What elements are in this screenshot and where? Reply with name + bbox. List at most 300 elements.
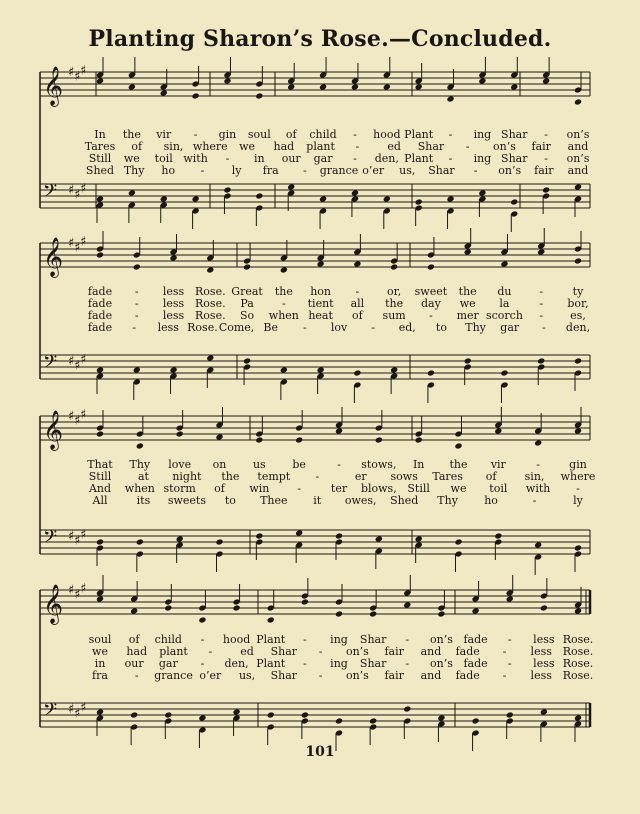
note-head <box>267 616 275 623</box>
note-head <box>415 535 423 542</box>
lyric-syllable: - <box>208 645 213 658</box>
note-head <box>437 714 445 721</box>
lyric-syllable: blows, <box>360 482 397 495</box>
lyric-syllable: - <box>502 645 507 658</box>
lyric-syllable: less <box>162 285 185 298</box>
note-head <box>494 532 502 539</box>
lyric-syllable: and <box>420 669 442 682</box>
lyric-syllable: we <box>459 297 476 310</box>
bass-clef-icon: 𝄢 <box>43 352 58 377</box>
lyric-syllable: - <box>544 152 548 165</box>
lyric-syllable: - <box>405 657 410 670</box>
note-head <box>233 708 241 715</box>
lyric-syllable: fair <box>384 645 404 658</box>
lyric-syllable: the <box>122 128 141 141</box>
lyric-syllable: Great <box>231 285 263 298</box>
note-head <box>198 616 206 623</box>
note-head <box>574 183 582 190</box>
lyric-syllable: ho <box>161 164 176 177</box>
lyric-syllable: on’s <box>345 669 369 682</box>
lyric-syllable: on <box>212 458 227 471</box>
note-head <box>319 195 327 202</box>
note-head <box>353 260 361 267</box>
note-head <box>96 195 104 202</box>
note-head <box>472 607 480 614</box>
note-head <box>415 198 423 205</box>
note-head <box>390 366 398 373</box>
lyric-syllable: in <box>254 152 265 165</box>
lyric-syllable: - <box>134 297 139 310</box>
lyric-syllable: less <box>530 669 552 682</box>
lyric-line <box>0 494 640 508</box>
note-head <box>164 711 172 718</box>
note-head <box>454 538 462 545</box>
lyric-syllable: Shar <box>417 140 445 153</box>
lyric-syllable: ho <box>484 494 498 507</box>
bass-clef-icon: 𝄢 <box>43 181 58 206</box>
lyric-syllable: of <box>352 309 363 322</box>
note-head <box>415 83 423 90</box>
lyric-syllable: it <box>313 494 322 507</box>
note-head <box>510 83 518 90</box>
lyric-syllable: us, <box>238 669 256 682</box>
lyric-syllable: of <box>485 470 497 483</box>
note-head <box>133 263 141 270</box>
note-head <box>317 366 325 373</box>
lyric-syllable: Plant <box>404 152 434 165</box>
sharp-icon: ♯ <box>74 187 81 203</box>
lyric-syllable: - <box>318 645 323 658</box>
treble-clef-icon: 𝄞 <box>43 66 64 106</box>
lyric-syllable: to <box>435 321 447 334</box>
note-head <box>574 257 582 264</box>
treble-clef-icon: 𝄞 <box>43 410 64 450</box>
lyric-syllable: fade <box>463 657 488 670</box>
lyric-syllable: Rose. <box>562 657 594 670</box>
lyric-syllable: And <box>88 482 112 495</box>
note-head <box>128 83 136 90</box>
lyric-syllable: of <box>128 633 140 646</box>
note-head <box>319 83 327 90</box>
lyric-syllable: on’s <box>493 140 516 153</box>
note-head <box>223 77 231 84</box>
sharp-icon: ♯ <box>80 581 87 597</box>
lyric-syllable: Rose. <box>187 321 218 334</box>
note-head <box>215 538 223 545</box>
lyric-syllable: we <box>123 152 140 165</box>
note-head <box>96 708 104 715</box>
lyric-syllable: had <box>126 645 148 658</box>
note-head <box>130 711 138 718</box>
lyric-syllable: den, <box>224 657 249 670</box>
note-head <box>335 610 343 617</box>
lyric-syllable: So <box>239 309 255 322</box>
lyric-syllable: on’s <box>498 164 522 177</box>
lyric-syllable: the <box>458 285 477 298</box>
sharp-icon: ♯ <box>74 533 81 549</box>
lyric-syllable: - <box>200 164 205 177</box>
page-number: 101 <box>305 744 335 760</box>
note-head <box>164 604 172 611</box>
lyric-syllable: hon <box>310 285 332 298</box>
lyric-syllable: - <box>318 669 323 682</box>
lyric-syllable: Shar <box>270 645 298 658</box>
lyric-syllable: o’er <box>199 669 222 682</box>
lyric-syllable: soul <box>88 633 112 646</box>
lyric-syllable: Shar <box>501 152 528 165</box>
lyric-syllable: Shar <box>359 657 387 670</box>
note-head <box>403 705 411 712</box>
lyric-syllable: in <box>94 657 106 670</box>
lyric-syllable: vir <box>490 458 506 471</box>
note-head <box>192 92 200 99</box>
note-head <box>464 357 472 364</box>
note-head <box>96 538 104 545</box>
lyric-syllable: - <box>429 309 433 322</box>
lyric-syllable: Thy <box>129 458 151 471</box>
lyric-syllable: Rose. <box>195 285 226 298</box>
lyric-syllable: toil <box>154 152 173 165</box>
note-head <box>96 595 104 602</box>
lyric-syllable: gar <box>158 657 178 670</box>
lyric-syllable: less <box>533 633 555 646</box>
lyric-syllable: fade <box>455 669 480 682</box>
note-head <box>472 717 480 724</box>
lyric-syllable: day <box>421 297 441 310</box>
lyric-syllable: child <box>154 633 182 646</box>
note-head <box>136 538 144 545</box>
note-head <box>255 532 263 539</box>
sharp-icon: ♯ <box>68 354 75 369</box>
note-head <box>96 251 104 258</box>
lyric-syllable: - <box>532 494 537 507</box>
lyric-syllable: at <box>137 470 149 483</box>
lyric-syllable: lov <box>330 321 348 334</box>
lyric-syllable: all <box>350 297 365 310</box>
sharp-icon: ♯ <box>68 236 75 251</box>
lyric-syllable: us <box>252 458 266 471</box>
lyric-syllable: owes, <box>344 494 377 507</box>
lyric-syllable: - <box>134 285 139 298</box>
lyric-syllable: grance <box>154 669 193 682</box>
note-head <box>176 535 184 542</box>
lyric-syllable: - <box>302 657 307 670</box>
sharp-icon: ♯ <box>80 527 87 543</box>
note-head <box>500 369 508 376</box>
note-head <box>130 607 138 614</box>
lyric-syllable: its <box>136 494 151 507</box>
lyric-syllable: Tares <box>432 470 463 483</box>
sharp-icon: ♯ <box>80 181 87 197</box>
note-head <box>280 366 288 373</box>
lyric-syllable: Shar <box>428 164 455 177</box>
lyric-syllable: - <box>200 633 205 646</box>
note-head <box>534 439 542 446</box>
lyric-syllable: on’s <box>429 657 453 670</box>
lyric-syllable: on’s <box>345 645 369 658</box>
lyric-syllable: on’s <box>566 152 590 165</box>
note-head <box>446 95 454 102</box>
lyric-syllable: - <box>541 321 546 334</box>
note-head <box>243 263 251 270</box>
lyric-syllable: - <box>315 470 320 483</box>
note-head <box>427 369 435 376</box>
note-head <box>301 598 309 605</box>
lyric-syllable: du <box>497 285 512 298</box>
lyric-syllable: fra <box>262 164 279 177</box>
note-head <box>542 186 550 193</box>
lyric-syllable: - <box>473 164 478 177</box>
lyric-syllable: hood <box>222 633 251 646</box>
note-head <box>255 92 263 99</box>
note-head <box>500 260 508 267</box>
lyric-syllable: and <box>567 164 589 177</box>
note-head <box>403 601 411 608</box>
lyric-syllable: and <box>567 140 589 153</box>
lyric-syllable: our <box>124 657 144 670</box>
lyric-syllable: That <box>87 458 113 471</box>
note-head <box>169 366 177 373</box>
lyric-syllable: the <box>449 458 468 471</box>
note-head <box>464 248 472 255</box>
note-head <box>351 83 359 90</box>
lyric-syllable: Thy <box>437 494 458 507</box>
note-head <box>454 442 462 449</box>
lyric-syllable: the <box>221 470 240 483</box>
lyric-syllable: Shed <box>85 164 115 177</box>
note-head <box>128 189 136 196</box>
note-head <box>287 183 295 190</box>
lyric-syllable: sin, <box>524 470 545 483</box>
lyric-syllable: us, <box>399 164 416 177</box>
lyric-syllable: o’er <box>362 164 385 177</box>
lyric-syllable: - <box>132 321 136 334</box>
note-head <box>494 427 502 434</box>
lyric-syllable: - <box>281 297 286 310</box>
note-head <box>540 708 548 715</box>
lyric-syllable: less <box>533 657 555 670</box>
note-head <box>510 198 518 205</box>
lyric-syllable: ing <box>330 657 348 670</box>
lyric-syllable: ed <box>240 645 254 658</box>
lyric-syllable: plant <box>306 140 335 153</box>
lyric-syllable: In <box>412 458 425 471</box>
lyric-syllable: Shar <box>501 128 528 141</box>
note-head <box>415 436 423 443</box>
lyric-syllable: - <box>297 482 302 495</box>
note-head <box>542 77 550 84</box>
note-head <box>390 263 398 270</box>
lyric-syllable: - <box>539 285 544 298</box>
lyric-syllable: fade <box>87 309 113 322</box>
bass-clef-icon: 𝄢 <box>43 700 58 725</box>
lyric-syllable: ed <box>387 140 401 153</box>
lyric-syllable: less <box>162 297 185 310</box>
lyric-syllable: fade <box>455 645 480 658</box>
note-head <box>383 83 391 90</box>
lyric-syllable: or, <box>387 285 402 298</box>
treble-clef-icon: 𝄞 <box>43 237 64 277</box>
lyric-syllable: sin, <box>163 140 184 153</box>
lyric-syllable: less <box>530 645 552 658</box>
lyric-syllable: In <box>94 128 106 141</box>
note-head <box>317 260 325 267</box>
lyric-syllable: - <box>302 633 307 646</box>
note-head <box>574 714 582 721</box>
note-head <box>215 433 223 440</box>
lyric-syllable: - <box>539 309 544 322</box>
note-head <box>506 595 514 602</box>
lyric-syllable: - <box>502 669 507 682</box>
note-head <box>534 541 542 548</box>
sharp-icon: ♯ <box>74 69 81 85</box>
lyric-syllable: den, <box>565 321 591 334</box>
lyric-syllable: be <box>292 458 306 471</box>
lyric-syllable: es, <box>570 309 586 322</box>
lyric-syllable: of <box>285 128 297 141</box>
lyric-syllable: where <box>192 140 228 153</box>
lyric-syllable: ing <box>473 152 492 165</box>
lyric-syllable: ter <box>330 482 348 495</box>
treble-clef-icon: 𝄞 <box>43 584 64 624</box>
note-head <box>160 89 168 96</box>
lyric-syllable: had <box>273 140 295 153</box>
lyric-syllable: ed, <box>398 321 416 334</box>
lyric-syllable: fade <box>87 321 113 334</box>
note-head <box>169 254 177 261</box>
lyric-syllable: soul <box>247 128 271 141</box>
note-head <box>383 195 391 202</box>
sharp-icon: ♯ <box>68 583 75 598</box>
note-head <box>206 354 214 361</box>
lyric-syllable: we <box>239 140 256 153</box>
note-head <box>574 427 582 434</box>
note-head <box>280 266 288 273</box>
sharp-icon: ♯ <box>74 413 81 429</box>
lyric-syllable: gin <box>569 458 587 471</box>
hymn-title: Planting Sharon’s Rose.—Concluded. <box>88 26 552 52</box>
note-head <box>574 98 582 105</box>
lyric-syllable: of <box>131 140 143 153</box>
lyric-syllable: - <box>539 297 544 310</box>
lyric-syllable: fra <box>92 669 108 682</box>
lyric-syllable: scorch <box>485 309 523 322</box>
lyric-syllable: Tares <box>84 140 116 153</box>
lyric-syllable: where <box>560 470 596 483</box>
lyric-syllable: ly <box>573 494 583 507</box>
note-head <box>96 366 104 373</box>
note-head <box>540 604 548 611</box>
lyric-syllable: tient <box>307 297 334 310</box>
lyric-syllable: the <box>274 285 293 298</box>
lyric-syllable: - <box>337 458 341 471</box>
lyric-syllable: mer <box>456 309 479 322</box>
lyric-syllable: - <box>302 164 307 177</box>
note-head <box>478 77 486 84</box>
lyric-syllable: vir <box>156 128 172 141</box>
sharp-icon: ♯ <box>74 358 81 374</box>
note-head <box>295 529 303 536</box>
lyric-syllable: Rose. <box>195 309 226 322</box>
lyric-syllable: la <box>499 297 510 310</box>
lyric-syllable: Plant <box>256 633 286 646</box>
lyric-syllable: - <box>576 482 580 495</box>
lyric-syllable: Still <box>88 152 112 165</box>
sharp-icon: ♯ <box>80 234 87 250</box>
lyric-syllable: ing <box>473 128 492 141</box>
note-head <box>255 436 263 443</box>
lyric-syllable: and <box>420 645 442 658</box>
note-head <box>335 532 343 539</box>
lyric-syllable: Rose. <box>195 297 226 310</box>
note-head <box>287 83 295 90</box>
lyric-syllable: plant <box>159 645 188 658</box>
lyric-syllable: on’s <box>429 633 453 646</box>
note-head <box>223 186 231 193</box>
lyric-syllable: grance <box>319 164 359 177</box>
note-head <box>335 427 343 434</box>
lyric-syllable: - <box>134 309 139 322</box>
lyric-syllable: stows, <box>361 458 397 471</box>
lyric-syllable: - <box>225 152 230 165</box>
lyric-syllable: sweet <box>414 285 448 298</box>
note-head <box>375 436 383 443</box>
sharp-icon: ♯ <box>74 706 81 722</box>
lyric-syllable: Shar <box>359 633 387 646</box>
lyric-syllable: gin <box>218 128 237 141</box>
note-head <box>574 357 582 364</box>
note-head <box>427 263 435 270</box>
lyric-syllable: sows <box>390 470 418 483</box>
note-head <box>478 189 486 196</box>
lyric-syllable: fade <box>87 297 113 310</box>
lyric-syllable: - <box>355 285 360 298</box>
lyric-syllable: - <box>302 321 307 334</box>
note-head <box>574 607 582 614</box>
lyric-syllable: sweets <box>167 494 206 507</box>
lyric-syllable: - <box>544 128 548 141</box>
lyric-syllable: er <box>354 470 367 483</box>
note-head <box>133 366 141 373</box>
lyric-syllable: Still <box>407 482 430 495</box>
lyric-syllable: on’s <box>566 128 590 141</box>
lyric-syllable: Thy <box>123 164 145 177</box>
note-head <box>537 248 545 255</box>
note-head <box>233 604 241 611</box>
lyric-syllable: - <box>355 140 360 153</box>
note-head <box>335 717 343 724</box>
note-head <box>255 192 263 199</box>
lyric-syllable: Shar <box>270 669 298 682</box>
lyric-syllable: Shed <box>390 494 419 507</box>
note-head <box>176 430 184 437</box>
note-head <box>160 195 168 202</box>
lyric-syllable: hood <box>373 128 401 141</box>
lyric-syllable: bor, <box>567 297 589 310</box>
sharp-icon: ♯ <box>80 407 87 423</box>
lyric-syllable: to <box>224 494 236 507</box>
note-head <box>295 436 303 443</box>
lyric-syllable: storm <box>163 482 196 495</box>
lyric-syllable: den, <box>374 152 399 165</box>
lyric-syllable: tempt <box>257 470 291 483</box>
sharp-icon: ♯ <box>68 702 75 717</box>
lyric-syllable: Come, <box>218 321 255 334</box>
lyric-syllable: - <box>371 321 375 334</box>
lyric-syllable: - <box>507 657 512 670</box>
note-head <box>136 442 144 449</box>
lyric-syllable: - <box>405 633 410 646</box>
